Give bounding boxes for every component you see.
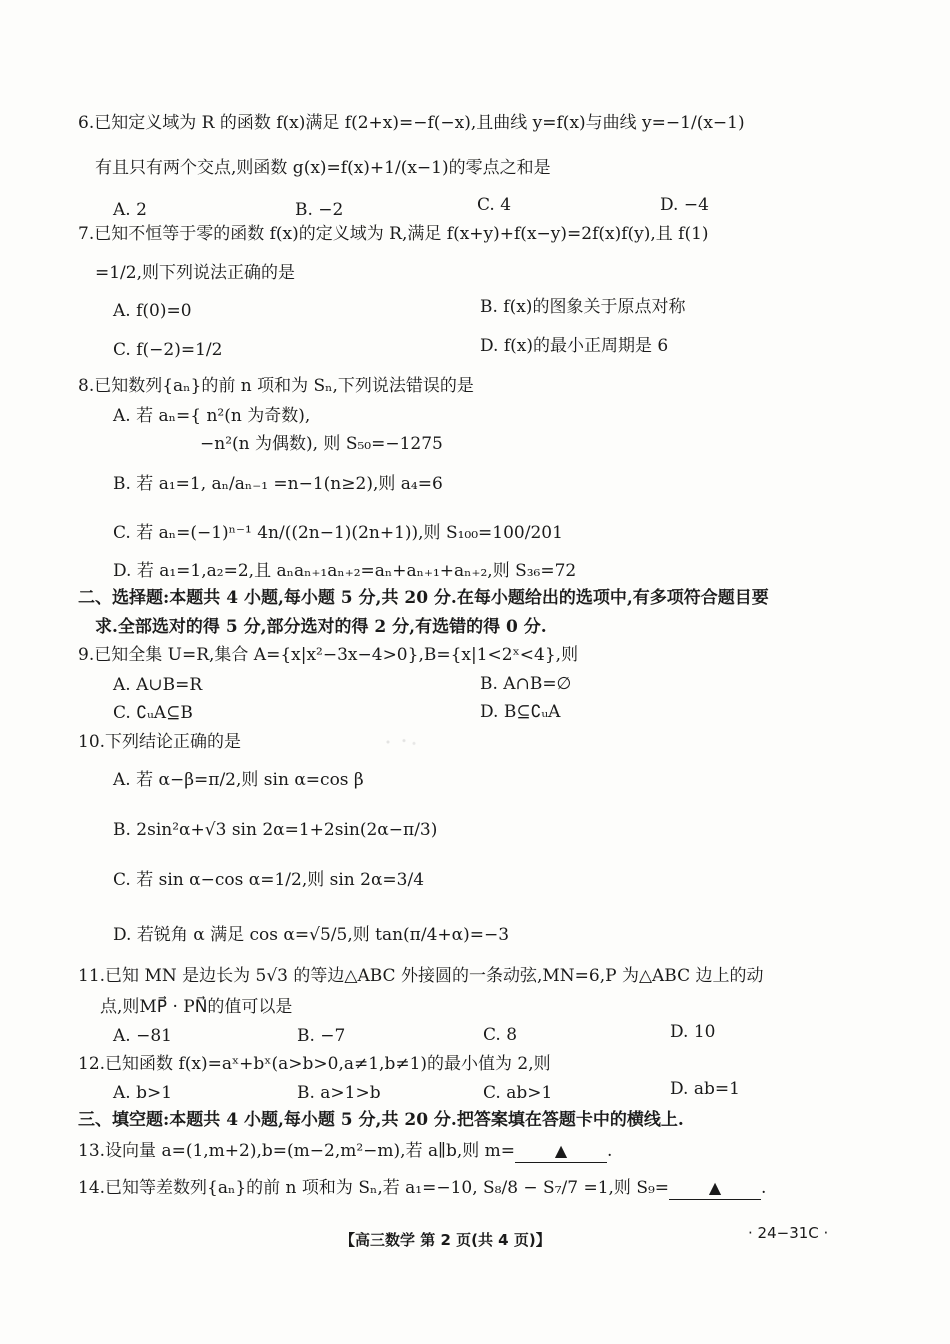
q8-option-d: D. 若 a₁=1,a₂=2,且 aₙaₙ₊₁aₙ₊₂=aₙ+aₙ₊₁+aₙ₊₂,则 S₃₆=72: [113, 561, 577, 581]
q6-stem-line2: 有且只有两个交点,则函数 g(x)=f(x)+1/(x−1)的零点之和是: [95, 158, 551, 178]
q6-option-c: C. 4: [477, 195, 512, 215]
q14-stem: [78, 1180, 766, 1200]
q6-option-a: A. 2: [113, 200, 147, 220]
q12-option-c: C. ab>1: [483, 1083, 553, 1103]
q8-stem: 8.已知数列{aₙ}的前 n 项和为 Sₙ,下列说法错误的是: [78, 376, 474, 396]
q14-text: 14.已知等差数列{aₙ}的前 n 项和为 Sₙ,若 a₁=−10, S₈/8 − S₇/7 =1,则 S₉=: [78, 1178, 670, 1198]
page-footer-code: · 24−31C ·: [748, 1224, 829, 1242]
q11-stem-line1: 11.已知 MN 是边长为 5√3 的等边△ABC 外接圆的一条动弦,MN=6,P 为△ABC 边上的动: [78, 966, 764, 986]
q7-stem-line1: 7.已知不恒等于零的函数 f(x)的定义域为 R,满足 f(x+y)+f(x−y)=2f(x)f(y),且 f(1): [78, 224, 709, 244]
page-footer-label: 【高三数学 第 2 页(共 4 页)】: [340, 1231, 551, 1249]
q7-option-d: D. f(x)的最小正周期是 6: [480, 336, 669, 356]
q8-option-a-line2: −n²(n 为偶数), 则 S₅₀=−1275: [200, 434, 443, 454]
q12-option-a: A. b>1: [113, 1083, 173, 1103]
q11-option-a: A. −81: [113, 1026, 172, 1046]
q9-option-d: D. B⊆∁ᵤA: [480, 702, 561, 722]
q9-option-c: C. ∁ᵤA⊆B: [113, 703, 193, 723]
q7-stem-line2: =1/2,则下列说法正确的是: [95, 263, 296, 283]
q8-option-b: B. 若 a₁=1, aₙ/aₙ₋₁ =n−1(n≥2),则 a₄=6: [113, 474, 443, 494]
q8-option-a-line1: A. 若 aₙ={ n²(n 为奇数),: [113, 406, 311, 426]
q7-option-c: C. f(−2)=1/2: [113, 340, 223, 360]
q10-option-d: D. 若锐角 α 满足 cos α=√5/5,则 tan(π/4+α)=−3: [113, 925, 510, 945]
scan-speck: [380, 735, 420, 749]
q12-option-d: D. ab=1: [670, 1079, 740, 1099]
q12-stem: 12.已知函数 f(x)=aˣ+bˣ(a>b>0,a≠1,b≠1)的最小值为 2,则: [78, 1054, 551, 1074]
q8-option-c: C. 若 aₙ=(−1)ⁿ⁻¹ 4n/((2n−1)(2n+1)),则 S₁₀₀=100/201: [113, 523, 563, 543]
q14-answer-blank[interactable]: [669, 1180, 761, 1200]
q13-text: 13.设向量 a=(1,m+2),b=(m−2,m²−m),若 a∥b,则 m=: [78, 1141, 516, 1161]
q9-option-b: B. A∩B=∅: [480, 674, 572, 694]
q13-period: .: [607, 1141, 613, 1161]
q12-option-b: B. a>1>b: [297, 1083, 381, 1103]
triangle-marker-icon: ▲: [554, 1141, 568, 1160]
section3-heading: 三、填空题:本题共 4 小题,每小题 5 分,共 20 分.把答案填在答题卡中的横线上.: [78, 1110, 684, 1130]
q6-option-d: D. −4: [660, 195, 709, 215]
q10-option-a: A. 若 α−β=π/2,则 sin α=cos β: [113, 770, 364, 790]
q10-stem: 10.下列结论正确的是: [78, 732, 242, 752]
q11-option-d: D. 10: [670, 1022, 716, 1042]
q11-option-c: C. 8: [483, 1025, 518, 1045]
q9-stem: 9.已知全集 U=R,集合 A={x|x²−3x−4>0},B={x|1<2ˣ<4},则: [78, 645, 579, 665]
q11-option-b: B. −7: [297, 1026, 346, 1046]
q13-stem: [78, 1143, 612, 1163]
q7-option-a: A. f(0)=0: [113, 301, 192, 321]
q9-option-a: A. A∪B=R: [113, 675, 203, 695]
q14-period: .: [761, 1178, 767, 1198]
q7-option-b: B. f(x)的图象关于原点对称: [480, 297, 686, 317]
triangle-marker-icon: ▲: [708, 1178, 722, 1197]
q6-stem-line1: 6.已知定义域为 R 的函数 f(x)满足 f(2+x)=−f(−x),且曲线 y=f(x)与曲线 y=−1/(x−1): [78, 113, 745, 133]
q10-option-c: C. 若 sin α−cos α=1/2,则 sin 2α=3/4: [113, 870, 425, 890]
section2-heading-line2: 求.全部选对的得 5 分,部分选对的得 2 分,有选错的得 0 分.: [95, 617, 547, 637]
q10-option-b: B. 2sin²α+√3 sin 2α=1+2sin(2α−π/3): [113, 820, 438, 840]
q6-option-b: B. −2: [295, 200, 344, 220]
section2-heading-line1: 二、选择题:本题共 4 小题,每小题 5 分,共 20 分.在每小题给出的选项中,有多项符合题目要: [78, 588, 769, 608]
q11-stem-line2: 点,则MP⃗ · PN⃗的值可以是: [100, 997, 293, 1017]
q13-answer-blank[interactable]: [515, 1143, 607, 1163]
